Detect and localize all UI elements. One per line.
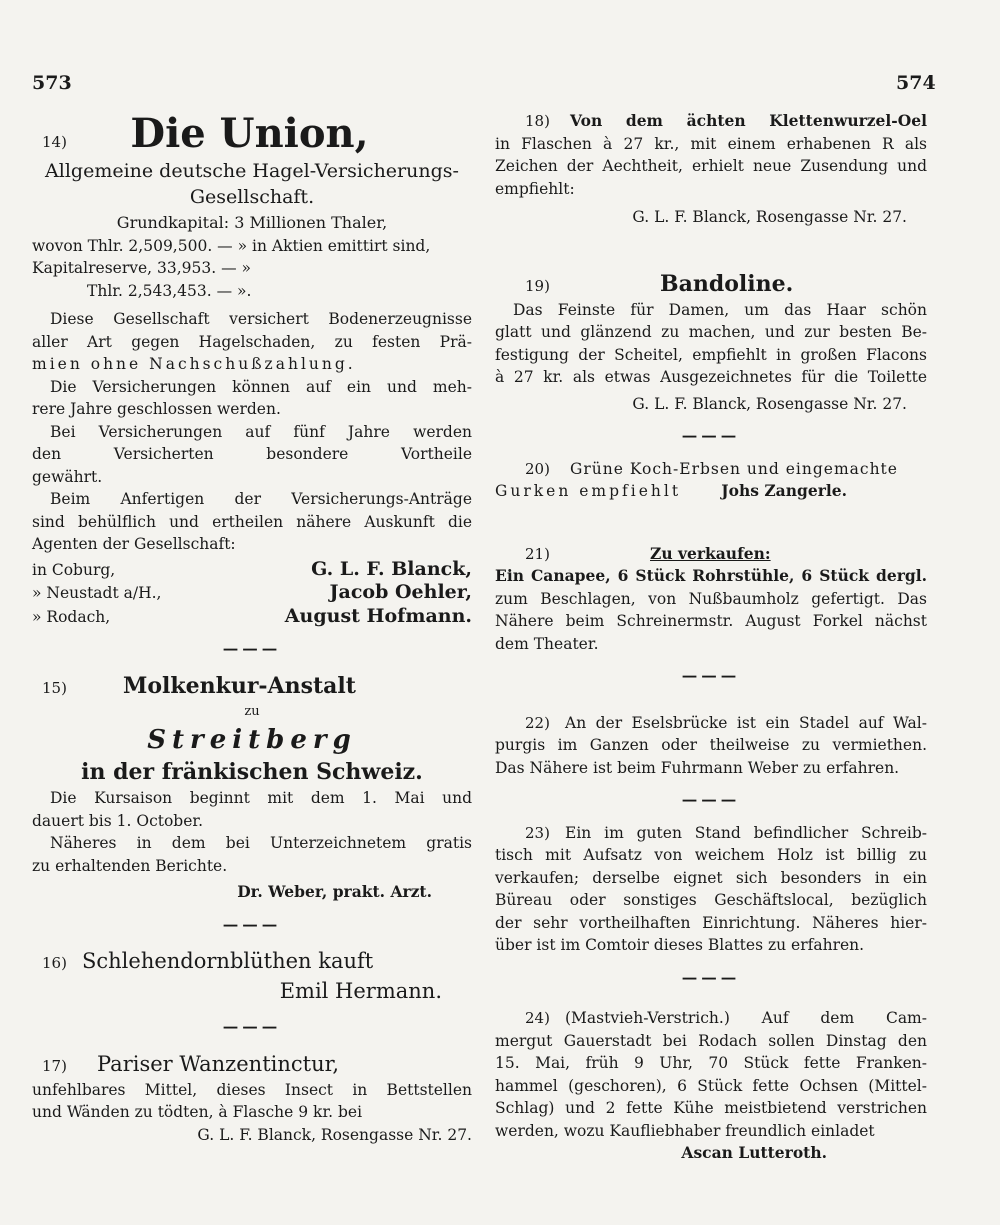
ad-number: 16) xyxy=(42,954,67,972)
agent-name: August Hofmann. xyxy=(284,604,472,627)
ad-signature: Dr. Weber, prakt. Arzt. xyxy=(237,882,432,901)
text-line: Agenten der Gesellschaft: xyxy=(32,535,236,553)
text-line: festigung der Scheitel, empfiehlt in großen Flacons xyxy=(495,345,927,364)
ad-number: 24) xyxy=(525,1009,550,1027)
ad-19-bandoline xyxy=(495,269,927,416)
ad-signature: Emil Hermann. xyxy=(279,979,442,1003)
text-line: und Wänden zu tödten, à Flasche 9 kr. bei xyxy=(32,1103,363,1121)
text-line: hammel (geschoren), 6 Stück fette Ochsen (Mittel- xyxy=(495,1076,927,1095)
ad-number: 17) xyxy=(42,1056,67,1075)
ad-signature: G. L. F. Blanck, Rosengasse Nr. 27. xyxy=(632,394,907,413)
ad-subtitle: Allgemeine deutsche Hagel-Versicherungs- xyxy=(45,160,459,182)
page-number-right: 574 xyxy=(896,72,936,94)
agent-row xyxy=(32,581,472,605)
ad-subtitle: Gesellschaft. xyxy=(189,186,315,208)
agent-row xyxy=(32,605,472,629)
text-line: (Mastvieh-Verstrich.) Auf dem Cam- xyxy=(565,1009,927,1027)
text-line: werden, wozu Kaufliebhaber freundlich einladet xyxy=(495,1121,875,1140)
text-line: Das Feinste für Damen, um das Haar schön xyxy=(513,300,927,319)
text-line: Ein Canapee, 6 Stück Rohrstühle, 6 Stück dergl. xyxy=(495,566,927,585)
ad-18-klettenwurzel xyxy=(495,110,927,229)
text-line: Die Versicherungen können auf ein und meh- xyxy=(50,377,472,396)
text-line: Das Nähere ist beim Fuhrmann Weber zu erfahren. xyxy=(495,758,900,777)
ad-heading: Zu verkaufen: xyxy=(650,543,771,563)
ad-23-schreibtisch xyxy=(495,822,927,957)
ad-signature: G. L. F. Blanck, Rosengasse Nr. 27. xyxy=(197,1125,472,1144)
ad-21-verkaufen xyxy=(495,543,927,656)
text-line: Die Kursaison beginnt mit dem 1. Mai und xyxy=(50,789,472,807)
text-line: purgis im Ganzen oder theilweise zu vermiethen. xyxy=(495,736,927,754)
text-line: An der Eselsbrücke ist ein Stadel auf Wal- xyxy=(565,713,927,732)
page-number-left: 573 xyxy=(32,72,72,94)
ad-number: 14) xyxy=(42,133,67,151)
separator: ——— xyxy=(681,426,741,445)
ad-number: 20) xyxy=(525,459,550,478)
ad-17-wanzentinctur xyxy=(32,1049,472,1147)
text-line: Beim Anfertigen der Versicherungs-Anträge xyxy=(50,490,472,508)
ad-signature: Johs Zangerle. xyxy=(721,481,847,500)
agent-place: » Rodach, xyxy=(32,607,111,626)
text-line: Zeichen der Aechtheit, erhielt neue Zusendung und xyxy=(495,157,927,175)
ad-title: Pariser Wanzentinctur, xyxy=(97,1051,340,1076)
capital-line: Grundkapital: 3 Millionen Thaler, xyxy=(116,213,388,232)
ad-number: 23) xyxy=(525,823,550,842)
right-column xyxy=(495,110,927,1165)
text-line: der sehr vortheilhaften Einrichtung. Näheres hier- xyxy=(495,913,927,932)
text-line: Näheres in dem bei Unterzeichnetem gratis xyxy=(50,834,472,852)
separator: ——— xyxy=(222,914,282,934)
text-line: Bei Versicherungen auf fünf Jahre werden xyxy=(50,422,472,441)
ad-title: Die Union, xyxy=(130,110,369,157)
text-line: empfiehlt: xyxy=(495,179,575,198)
ad-text: Schlehendornblüthen kauft xyxy=(82,949,374,973)
text-line: in Flaschen à 27 kr., mit einem erhabenen R als xyxy=(495,134,927,153)
text-line: dauert bis 1. October. xyxy=(32,811,204,830)
ad-24-mastvieh xyxy=(495,1007,927,1165)
text-line: sind behülflich und ertheilen nähere Auskunft die xyxy=(32,512,472,531)
text-line: den Versicherten besondere Vortheile xyxy=(32,445,472,463)
agent-name: Jacob Oehler, xyxy=(329,581,472,603)
text-line: Ein im guten Stand befindlicher Schreib- xyxy=(565,823,927,842)
capital-total: Thlr. 2,543,453. — ». xyxy=(87,281,252,300)
ad-region: in der fränkischen Schweiz. xyxy=(81,759,423,785)
text-line: Grüne Koch-Erbsen und eingemachte xyxy=(570,459,898,478)
ad-number: 21) xyxy=(525,544,550,563)
text-line: Diese Gesellschaft versichert Bodenerzeugnisse xyxy=(50,310,472,328)
ad-number: 22) xyxy=(525,713,550,732)
text-line: dem Theater. xyxy=(495,634,599,653)
ad-16-schlehen xyxy=(32,946,472,1006)
separator: ——— xyxy=(222,639,282,658)
agent-row xyxy=(32,558,472,582)
agent-list xyxy=(32,558,472,629)
text-line: mien ohne Nachschußzahlung. xyxy=(32,355,356,373)
ad-number: 19) xyxy=(525,276,550,295)
text-line: zu erhaltenden Berichte. xyxy=(32,856,228,875)
text-line: Von dem ächten Klettenwurzel-Oel xyxy=(570,111,927,130)
text-line: über ist im Comtoir dieses Blattes zu erfahren. xyxy=(495,936,865,954)
text-line: unfehlbares Mittel, dieses Insect in Bettstellen xyxy=(32,1080,472,1099)
ad-number: 18) xyxy=(525,112,550,130)
text-line: Schlag) und 2 fette Kühe meistbietend verstrichen xyxy=(495,1099,927,1117)
ad-number: 15) xyxy=(42,678,67,697)
left-column xyxy=(32,110,472,1146)
capital-detail: wovon Thlr. 2,509,500. — » in Aktien emittirt sind, xyxy=(32,236,431,255)
ad-22-stadel xyxy=(495,712,927,780)
text-line: 15. Mai, früh 9 Uhr, 70 Stück fette Franken- xyxy=(495,1054,927,1072)
text-line: aller Art gegen Hagelschaden, zu festen Prä- xyxy=(32,332,472,351)
ad-14-union xyxy=(32,110,472,628)
text-line: Nähere beim Schreinermstr. August Forkel nächst xyxy=(495,612,927,630)
agent-place: in Coburg, xyxy=(32,560,116,579)
text-line: Gurken empfiehlt xyxy=(495,482,682,500)
ad-title: Molkenkur-Anstalt xyxy=(122,672,356,699)
ad-signature: G. L. F. Blanck, Rosengasse Nr. 27. xyxy=(632,208,907,226)
ad-connector: zu xyxy=(244,703,260,719)
agent-name: G. L. F. Blanck, xyxy=(311,557,472,580)
text-line: zum Beschlagen, von Nußbaumholz gefertigt. Das xyxy=(495,589,927,608)
text-line: Büreau oder sonstiges Geschäftslocal, bezüglich xyxy=(495,891,927,909)
separator: ——— xyxy=(681,666,741,685)
ad-20-erbsen xyxy=(495,458,927,503)
capital-detail: Kapitalreserve, 33,953. — » xyxy=(32,259,252,277)
text-line: tisch mit Aufsatz von weichem Holz ist billig zu xyxy=(495,846,927,864)
text-line: rere Jahre geschlossen werden. xyxy=(32,400,281,418)
text-line: verkaufen; derselbe eignet sich besonders in ein xyxy=(495,868,927,887)
text-line: mergut Gauerstadt bei Rodach sollen Dinstag den xyxy=(495,1031,927,1050)
separator: ——— xyxy=(681,967,741,987)
text-line: glatt und glänzend zu machen, und zur besten Be- xyxy=(495,323,927,341)
agent-place: » Neustadt a/H., xyxy=(32,584,162,602)
separator: ——— xyxy=(681,790,741,809)
ad-place: Streitberg xyxy=(147,725,357,755)
ad-title: Bandoline. xyxy=(660,270,794,297)
ad-15-molkenkur xyxy=(32,671,472,904)
text-line: gewährt. xyxy=(32,467,103,486)
ad-signature: Ascan Lutteroth. xyxy=(681,1143,827,1162)
separator: ——— xyxy=(222,1017,282,1036)
text-line: à 27 kr. als etwas Ausgezeichnetes für die Toilette xyxy=(495,368,927,386)
